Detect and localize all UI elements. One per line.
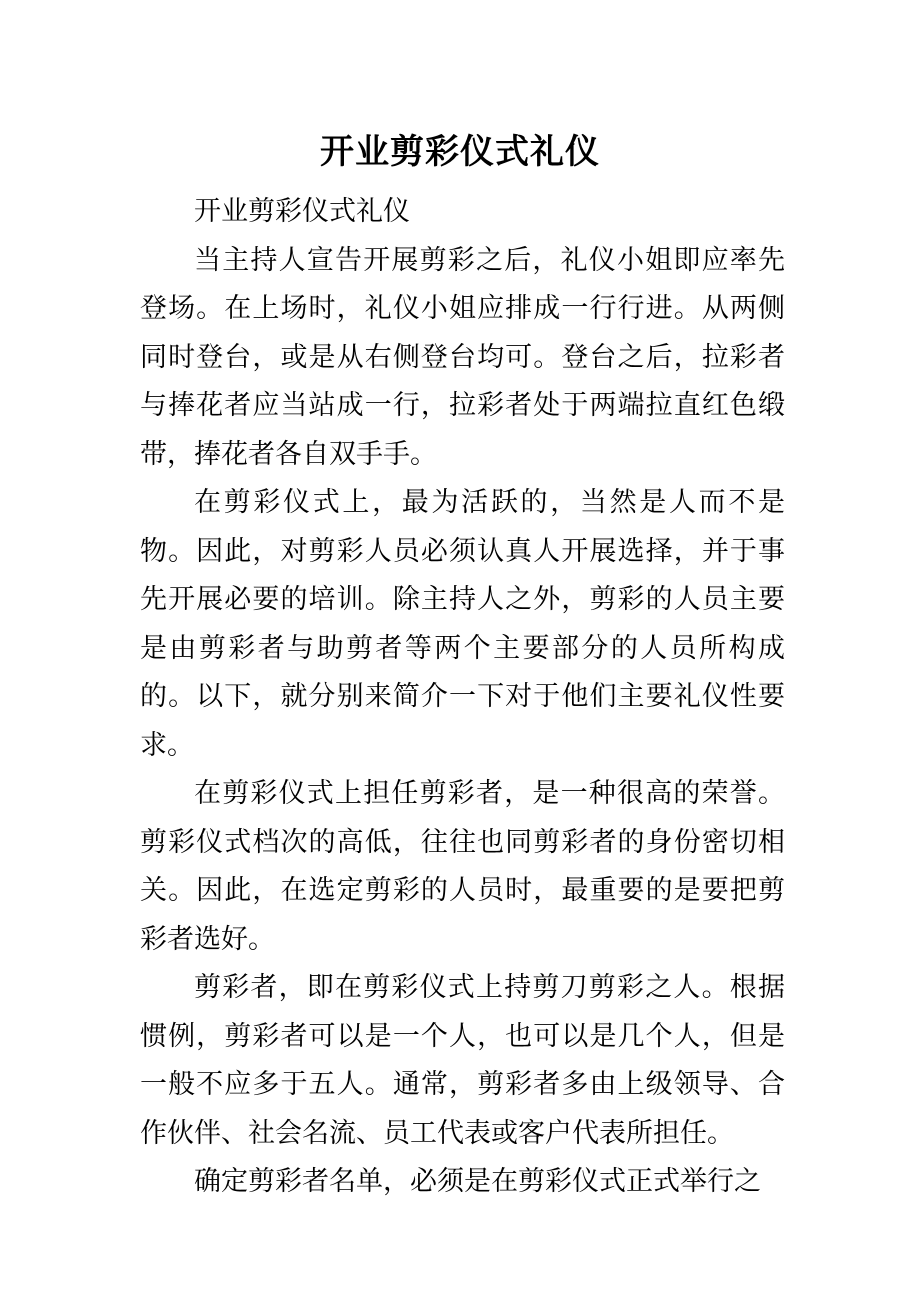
- document-body: [140, 188, 785, 1207]
- paragraph: 确定剪彩者名单，必须是在剪彩仪式正式举行之: [194, 1166, 761, 1197]
- document-title: 开业剪彩仪式礼仪: [320, 132, 600, 172]
- paragraph-subtitle: 开业剪彩仪式礼仪: [194, 196, 410, 227]
- paragraph: 在剪彩仪式上担任剪彩者，是一种很高的荣誉。剪彩仪式档次的高低，往往也同剪彩者的身份密切相关。因此，在选定剪彩的人员时，最重要的是要把剪彩者选好。: [140, 778, 785, 955]
- paragraph: 在剪彩仪式上，最为活跃的，当然是人而不是物。因此，对剪彩人员必须认真人开展选择，并于事先开展必要的培训。除主持人之外，剪彩的人员主要是由剪彩者与助剪者等两个主要部分的人员所构成的。以下，就分别来简介一下对于他们主要礼仪性要求。: [140, 487, 785, 761]
- paragraph: 当主持人宣告开展剪彩之后，礼仪小姐即应率先登场。在上场时，礼仪小姐应排成一行行进。从两侧同时登台，或是从右侧登台均可。登台之后，拉彩者与捧花者应当站成一行，拉彩者处于两端拉直红色缎带，捧花者各自双手手。: [140, 244, 785, 470]
- paragraph: 剪彩者，即在剪彩仪式上持剪刀剪彩之人。根据惯例，剪彩者可以是一个人，也可以是几个人，但是一般不应多于五人。通常，剪彩者多由上级领导、合作伙伴、社会名流、员工代表或客户代表所担任。: [140, 972, 785, 1149]
